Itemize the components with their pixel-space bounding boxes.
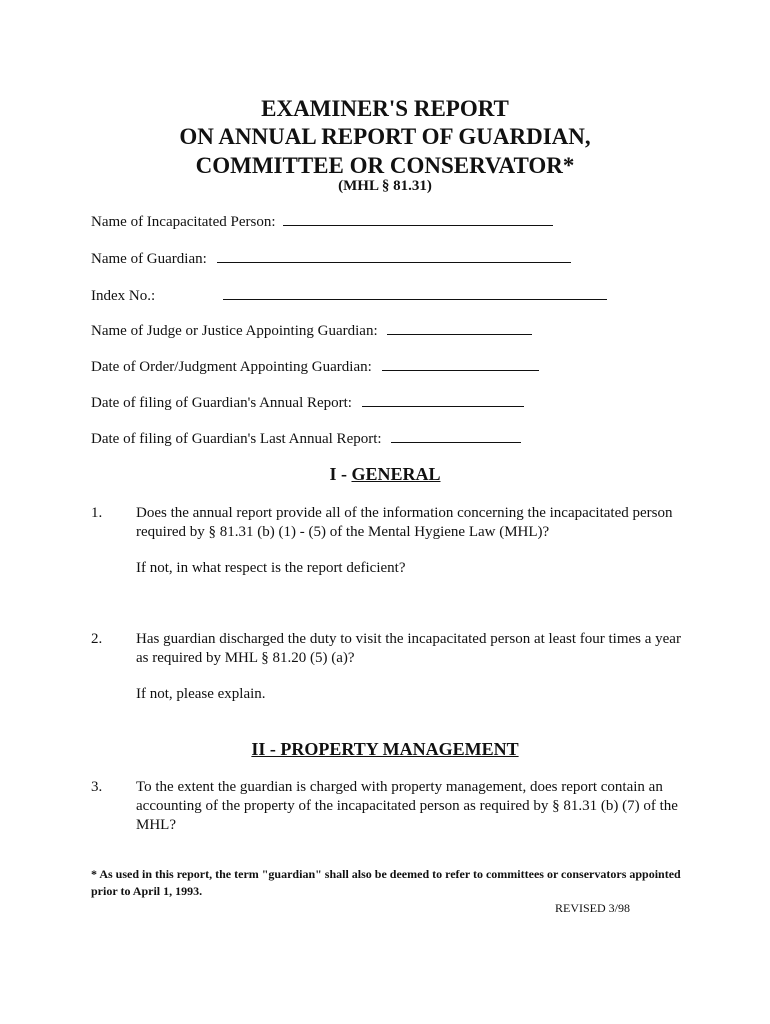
question-followup: If not, please explain. xyxy=(136,686,266,702)
revision-date: REVISED 3/98 xyxy=(555,901,630,915)
field-label: Name of Incapacitated Person: xyxy=(91,214,276,230)
last-annual-report-date-blank[interactable] xyxy=(391,428,521,443)
field-last-annual-report-date xyxy=(91,428,521,448)
question-number: 3. xyxy=(91,779,103,795)
question-text: Has guardian discharged the duty to visit the incapacitated person at least four times a year as required by MHL § 81.20 (5) (a)? xyxy=(136,631,681,666)
field-order-date xyxy=(91,356,539,376)
question-followup: If not, in what respect is the report deficient? xyxy=(136,560,406,576)
guardian-name-blank[interactable] xyxy=(217,248,571,263)
field-label: Date of Order/Judgment Appointing Guardian: xyxy=(91,359,372,375)
field-annual-report-date xyxy=(91,392,524,412)
question-text: Does the annual report provide all of the information concerning the incapacitated person required by § 81.31 (b) (1) - (5) of the Mental Hygiene Law (MHL)? xyxy=(136,505,673,540)
field-guardian-name xyxy=(91,248,571,268)
field-incapacitated-person xyxy=(91,211,553,231)
section-title: GENERAL xyxy=(351,464,441,484)
index-no-blank[interactable] xyxy=(223,285,607,300)
incapacitated-person-blank[interactable] xyxy=(283,211,553,226)
question-number: 2. xyxy=(91,631,103,647)
section-heading-property-management xyxy=(0,739,770,760)
question-number: 1. xyxy=(91,505,103,521)
field-label: Date of filing of Guardian's Annual Report: xyxy=(91,395,352,411)
section-title: II - PROPERTY MANAGEMENT xyxy=(251,739,519,759)
field-label: Name of Judge or Justice Appointing Guardian: xyxy=(91,323,378,339)
section-prefix: I - xyxy=(329,464,352,484)
order-date-blank[interactable] xyxy=(382,356,539,371)
field-index-no xyxy=(91,285,607,305)
report-title-line-2: ON ANNUAL REPORT OF GUARDIAN, xyxy=(179,124,591,149)
field-judge-name xyxy=(91,320,532,340)
field-label: Index No.: xyxy=(91,288,156,304)
judge-name-blank[interactable] xyxy=(387,320,532,335)
section-heading-general xyxy=(0,464,770,485)
question-text: To the extent the guardian is charged with property management, does report contain an accounting of the property of the incapacitated person as required by § 81.31 (b) (7) of the MHL? xyxy=(136,779,678,833)
statute-citation: (MHL § 81.31) xyxy=(338,178,432,194)
report-title-line-3: COMMITTEE OR CONSERVATOR* xyxy=(195,153,575,178)
field-label: Name of Guardian: xyxy=(91,251,207,267)
report-title-line-1: EXAMINER'S REPORT xyxy=(261,96,509,121)
field-label: Date of filing of Guardian's Last Annual Report: xyxy=(91,431,382,447)
annual-report-date-blank[interactable] xyxy=(362,392,524,407)
footnote: * As used in this report, the term "guardian" shall also be deemed to refer to committees or conservators appointed prior to April 1, 1993. xyxy=(91,867,681,898)
